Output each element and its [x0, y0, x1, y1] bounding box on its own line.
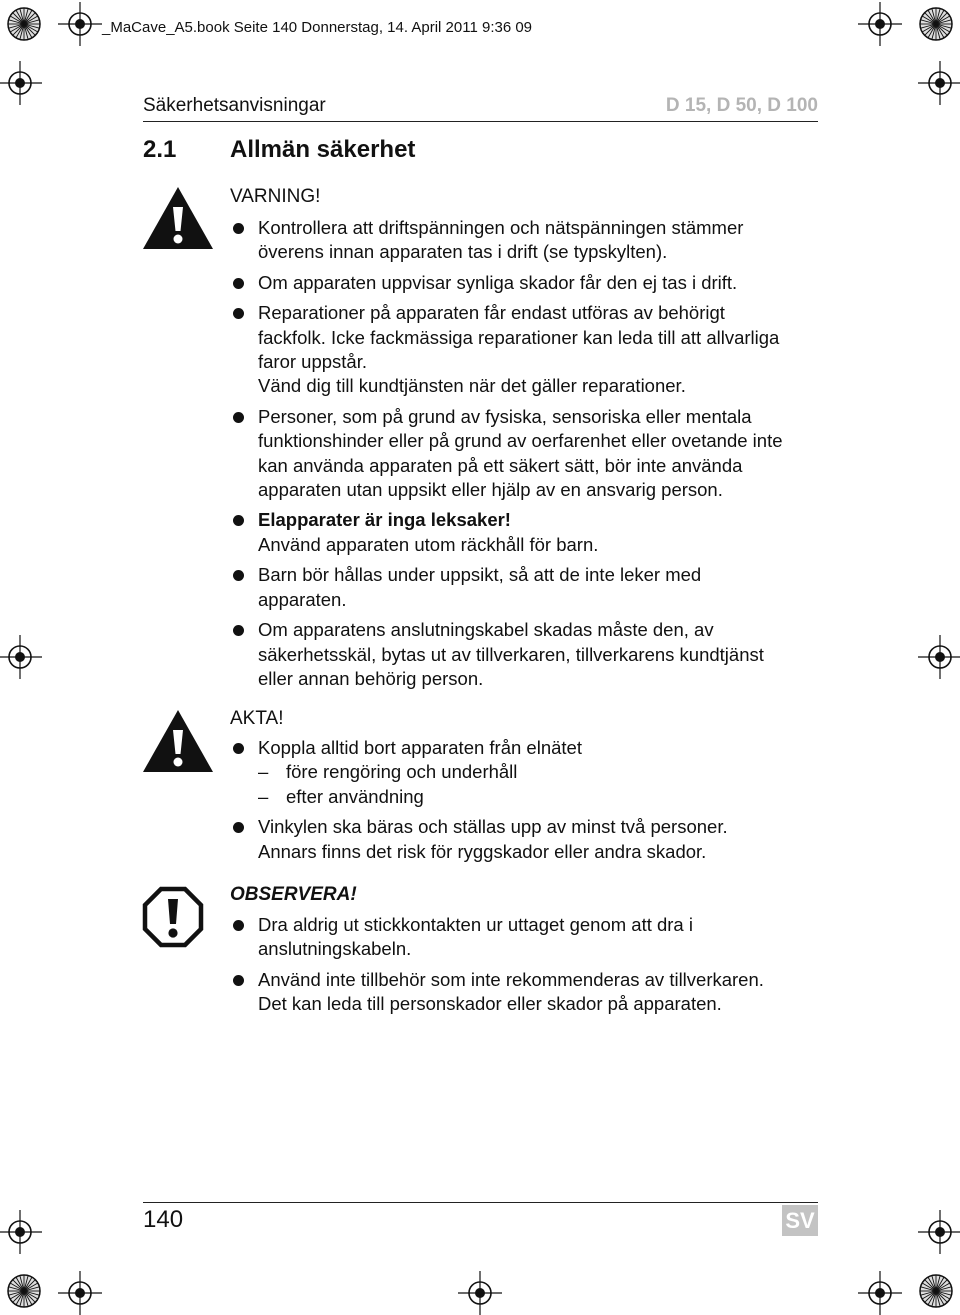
notice-octagon-icon — [142, 886, 204, 948]
sub-list-item: – före rengöring och underhåll — [258, 760, 830, 784]
list-item: Reparationer på apparaten får endast utföras av behörigt fackfolk. Icke fackmässiga reparationer kan leda till att allvarliga faror uppstår. Vänd dig till kundtjänsten när det gäller reparationer. — [230, 301, 830, 399]
dash-icon: – — [258, 785, 269, 807]
caution-label: AKTA! — [230, 708, 284, 729]
warning-triangle-icon — [141, 185, 215, 251]
bullet-icon — [233, 515, 244, 526]
crop-target-icon — [6, 1273, 42, 1309]
page-number: 140 — [143, 1206, 184, 1233]
registration-mark-icon — [58, 2, 102, 46]
bullet-icon — [233, 412, 244, 423]
print-info: _MaCave_A5.book Seite 140 Donnerstag, 14. April 2011 9:36 09 — [102, 19, 533, 36]
list-item: Använd inte tillbehör som inte rekommenderas av tillverkaren. Det kan leda till personskador eller skador på apparaten. — [230, 968, 830, 1017]
list-item: Barn bör hållas under uppsikt, så att de inte leker med apparaten. — [230, 563, 830, 612]
language-tab: SV — [782, 1205, 818, 1236]
list-item: Vinkylen ska bäras och ställas upp av minst två personer. Annars finns det risk för ryggskador eller andra skador. — [230, 815, 830, 864]
dash-icon: – — [258, 761, 269, 783]
bullet-icon — [233, 278, 244, 289]
header-rule — [143, 121, 818, 122]
registration-mark-icon — [0, 61, 42, 105]
crop-target-icon — [6, 6, 42, 42]
section-number: 2.1 — [143, 136, 177, 163]
caution-triangle-icon — [141, 708, 215, 774]
list-item: Personer, som på grund av fysiska, sensoriska eller mentala funktionshinder eller på grund av oerfarenhet eller ovetande inte kan använda apparaten på ett säkert sätt, bör inte använda apparaten utan uppsikt eller hjälp av en ansvarig person. — [230, 405, 830, 503]
list-item: Elapparater är inga leksaker! Använd apparaten utom räckhåll för barn. — [230, 508, 830, 557]
crop-target-icon — [918, 6, 954, 42]
caution-list — [230, 736, 830, 870]
registration-mark-icon — [58, 1271, 102, 1315]
notice-list — [230, 913, 830, 1023]
header-model-names: D 15, D 50, D 100 — [665, 95, 818, 116]
registration-mark-icon — [918, 61, 960, 105]
notice-label: OBSERVERA! — [230, 884, 357, 905]
list-item: Dra aldrig ut stickkontakten ur uttaget genom att dra i anslutningskabeln. — [230, 913, 830, 962]
footer-rule — [143, 1202, 818, 1203]
registration-mark-icon — [918, 1210, 960, 1254]
bullet-icon — [233, 570, 244, 581]
list-item: Om apparatens anslutningskabel skadas måste den, av säkerhetsskäl, bytas ut av tillverkaren, tillverkarens kundtjänst eller annan behörig person. — [230, 618, 830, 691]
registration-mark-icon — [0, 635, 42, 679]
bullet-icon — [233, 975, 244, 986]
bullet-icon — [233, 223, 244, 234]
crop-target-icon — [918, 1273, 954, 1309]
warning-label: VARNING! — [230, 186, 321, 207]
list-item: Koppla alltid bort apparaten från elnätet – före rengöring och underhåll – efter användning — [230, 736, 830, 809]
bullet-icon — [233, 308, 244, 319]
registration-mark-icon — [458, 1271, 502, 1315]
registration-mark-icon — [858, 1271, 902, 1315]
bullet-icon — [233, 625, 244, 636]
registration-mark-icon — [858, 2, 902, 46]
list-item: Kontrollera att driftspänningen och nätspänningen stämmer överens innan apparaten tas i drift (se typskylten). — [230, 216, 830, 265]
header-section-name: Säkerhetsanvisningar — [143, 95, 326, 116]
warning-list — [230, 216, 830, 697]
list-item: Om apparaten uppvisar synliga skador får den ej tas i drift. — [230, 271, 830, 295]
bullet-icon — [233, 743, 244, 754]
section-title: Allmän säkerhet — [230, 136, 416, 163]
registration-mark-icon — [0, 1210, 42, 1254]
bullet-icon — [233, 822, 244, 833]
bullet-icon — [233, 920, 244, 931]
registration-mark-icon — [918, 635, 960, 679]
sub-list-item: – efter användning — [258, 785, 830, 809]
